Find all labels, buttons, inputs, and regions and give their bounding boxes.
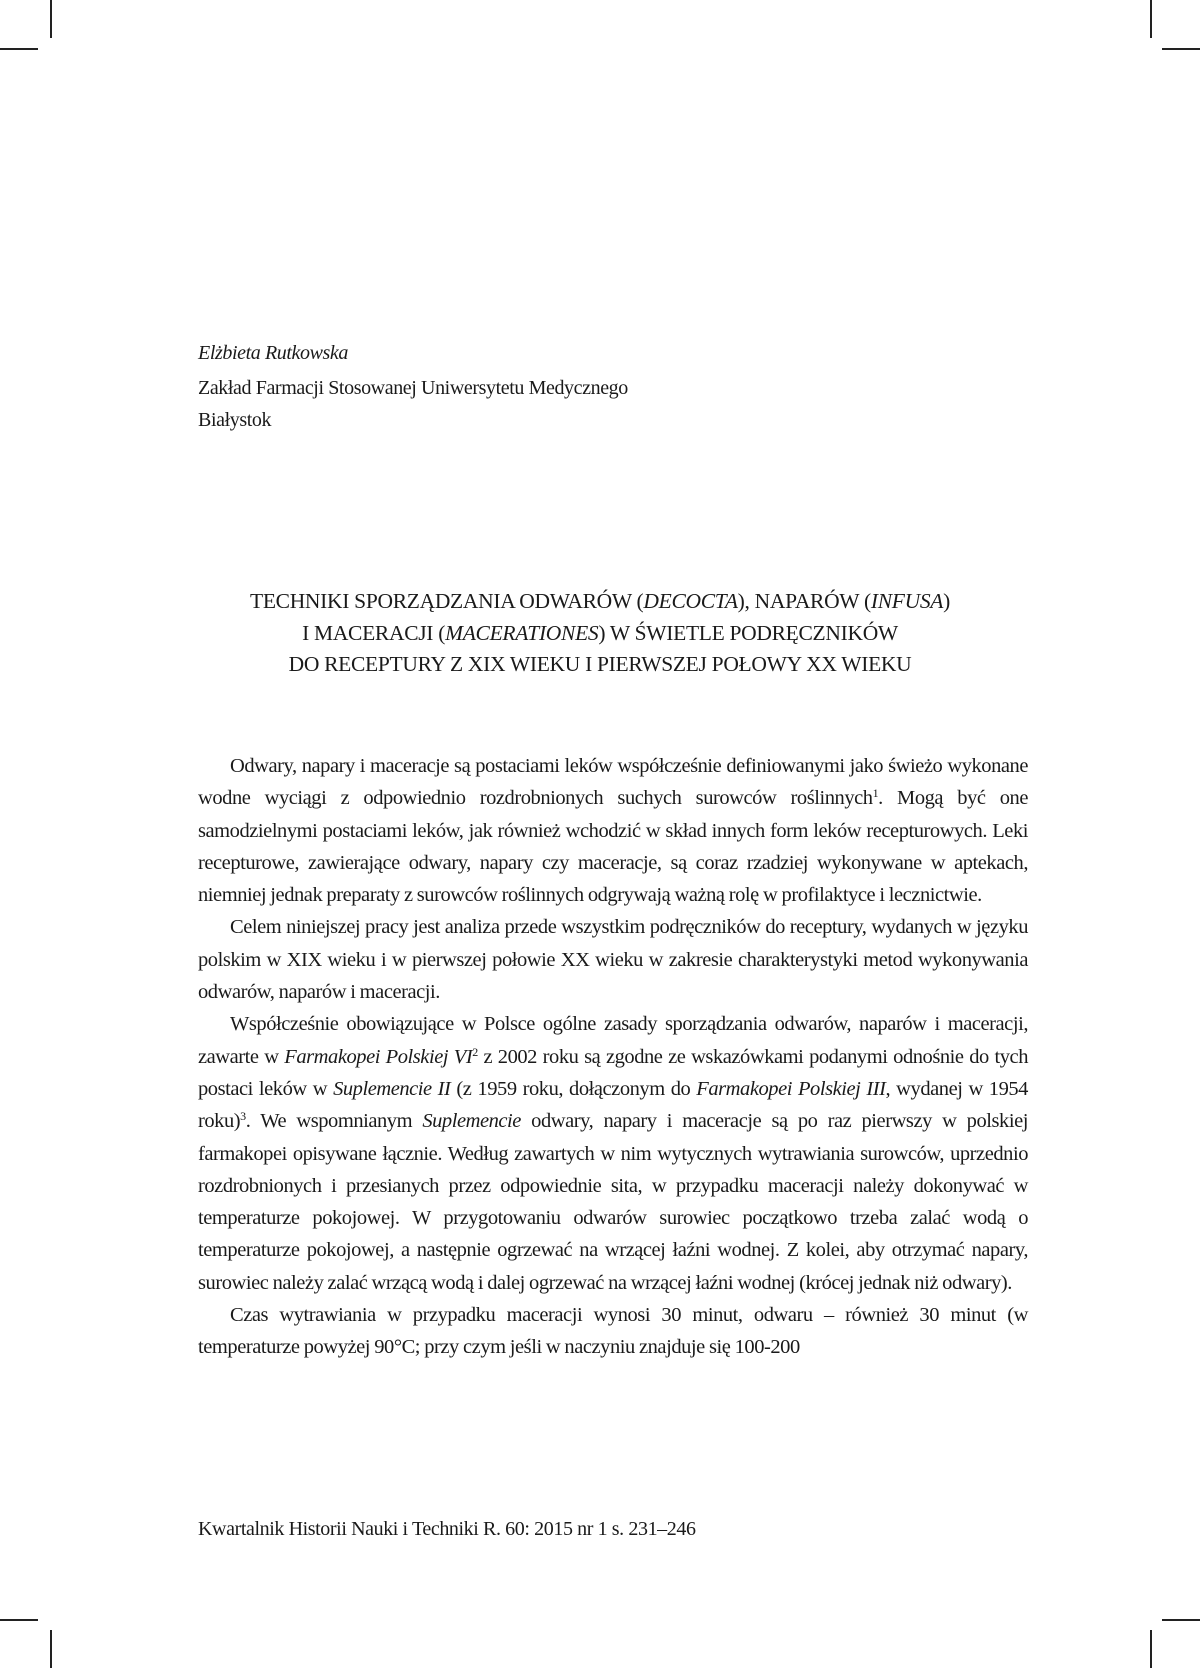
- title-line-1: TECHNIKI SPORZĄDZANIA ODWARÓW (DECOCTA), NAPARÓW (INFUSA): [250, 589, 950, 613]
- crop-mark: [1162, 48, 1200, 50]
- paragraph-1: Odwary, napary i maceracje są postaciami leków współcześnie definiowanymi jako świeżo wykonane wodne wyciągi z odpowiednio rozdrobnionych suchych surowców roślinnych$^1$. Mogą być one samodzielnymi postaciami leków, jak również wchodzić w skład innych form leków recepturowych. Leki recepturowe, zawierające odwary, napary czy maceracje, są coraz rzadziej wykonywane w aptekach, niemniej jednak preparaty z surowców roślinnych odgrywają ważną rolę w profilaktyce i lecznictwie.: [198, 755, 1028, 907]
- paragraph-2: Celem niniejszej pracy jest analiza przede wszystkim podręczników do receptury, wydanych w języku polskim w XIX wieku i w pierwszej połowie XX wieku w zakresie charakterystyki metod wykonywania odwarów, naparów i maceracji.: [198, 916, 1028, 1004]
- article-title: [150, 586, 1050, 681]
- footnote-ref-2[interactable]: 2: [472, 1044, 478, 1059]
- journal-citation: Kwartalnik Historii Nauki i Techniki R. 60: 2015 nr 1 s. 231–246: [198, 1518, 696, 1540]
- article-body: [198, 750, 1028, 1364]
- title-line-2: I MACERACJI (MACERATIONES) W ŚWIETLE PODRĘCZNIKÓW: [302, 620, 898, 645]
- footnote-ref-1[interactable]: 1: [872, 786, 879, 801]
- affiliation-city: Białystok: [198, 409, 272, 431]
- title-line-3: DO RECEPTURY Z XIX WIEKU I PIERWSZEJ POŁOWY XX WIEKU: [288, 652, 912, 676]
- crop-mark: [1150, 0, 1152, 38]
- paragraph-3: Współcześnie obowiązujące w Polsce ogólne zasady sporządzania odwarów, naparów i maceracji, zawarte w Farmakopei Polskiej $VI^2$ z 2002 roku są zgodne ze wskazówkami podanymi odnośnie do tych postaci leków w Suplemencie II (z 1959 roku, dołączonym do Farmakopei Polskiej III, wydanej w 1954 roku)$^3$. We wspomnianym Suplemencie odwary, napary i maceracje są po raz pierwszy w polskiej farmakopei opisywane łącznie. Według zawartych w nim wytycznych wytrawiania surowców, uprzednio rozdrobnionych i przesianych przez odpowiednie sita, w przypadku maceracji należy dokonywać w temperaturze pokojowej. W przygotowaniu odwarów surowiec początkowo trzeba zalać wodą o temperaturze pokojowej, a następnie ogrzewać na wrzącej łaźni wodnej. Z kolei, aby otrzymać napary, surowiec należy zalać wrzącą wodą i dalej ogrzewać na wrzącej łaźni wodnej (krócej jednak niż odwary).: [198, 1013, 1029, 1294]
- crop-mark: [50, 1630, 52, 1668]
- crop-mark: [0, 1619, 38, 1621]
- crop-mark: [1150, 1630, 1152, 1668]
- crop-mark: [1162, 1619, 1200, 1621]
- footnote-ref-3[interactable]: 3: [240, 1109, 246, 1124]
- author-name: Elżbieta Rutkowska: [198, 342, 348, 364]
- crop-mark: [50, 0, 52, 38]
- crop-mark: [0, 48, 38, 50]
- affiliation-institution: Zakład Farmacji Stosowanej Uniwersytetu Medycznego: [198, 377, 628, 399]
- paragraph-4: Czas wytrawiania w przypadku maceracji wynosi 30 minut, odwaru – również 30 minut (w temperaturze powyżej 90°C; przy czym jeśli w naczyniu znajduje się 100-200: [198, 1304, 1028, 1359]
